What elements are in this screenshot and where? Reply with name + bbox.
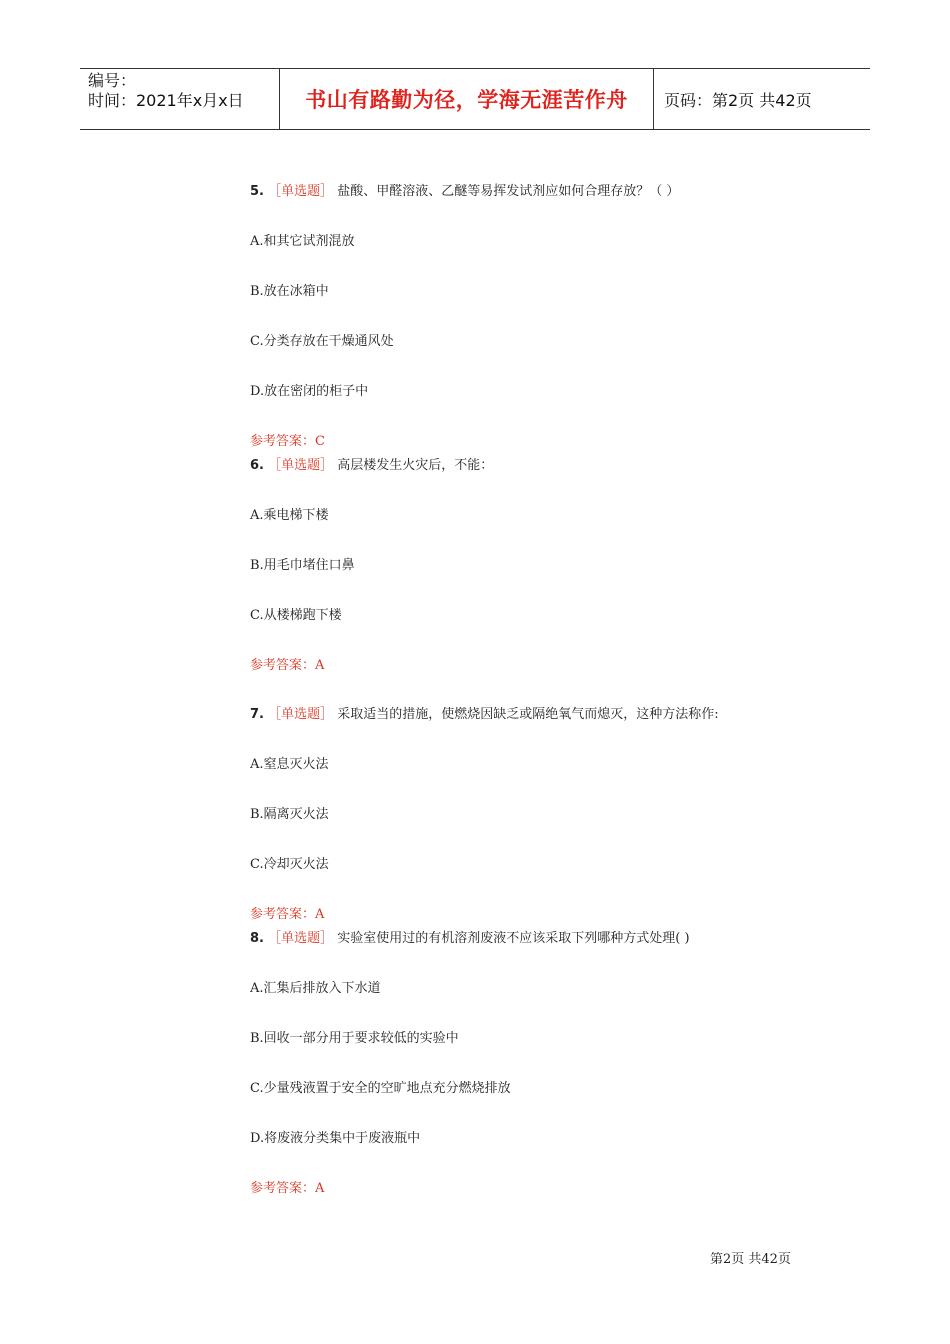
option: B.放在冰箱中 <box>250 284 329 299</box>
question-7 <box>250 705 719 725</box>
option: B.用毛巾堵住口鼻 <box>250 558 355 573</box>
option: A.和其它试剂混放 <box>250 234 355 249</box>
option: A.乘电梯下楼 <box>250 508 329 523</box>
header-meta <box>80 69 280 129</box>
answer: 参考答案：A <box>250 658 325 673</box>
answer: 参考答案：A <box>250 907 325 922</box>
question-type-tag: ［单选题］ <box>268 707 334 722</box>
question-type-tag: ［单选题］ <box>268 931 334 946</box>
option: D.放在密闭的柜子中 <box>250 384 369 399</box>
answer: 参考答案：C <box>250 434 325 449</box>
question-6 <box>250 456 493 476</box>
question-5 <box>250 182 679 202</box>
option: C.冷却灭火法 <box>250 857 329 872</box>
option: C.分类存放在干燥通风处 <box>250 334 394 349</box>
question-number: 5. <box>250 184 264 199</box>
option: A.汇集后排放入下水道 <box>250 981 381 996</box>
option: B.回收一部分用于要求较低的实验中 <box>250 1031 459 1046</box>
answer: 参考答案：A <box>250 1181 325 1196</box>
question-8 <box>250 929 690 949</box>
time-label: 时间：2021年x月x日 <box>88 91 244 110</box>
question-type-tag: ［单选题］ <box>268 184 334 199</box>
question-number: 7. <box>250 707 264 722</box>
question-number: 8. <box>250 931 264 946</box>
question-text: 盐酸、甲醛溶液、乙醚等易挥发试剂应如何合理存放？（ ） <box>337 184 680 199</box>
question-number: 6. <box>250 458 264 473</box>
option: A.窒息灭火法 <box>250 757 329 772</box>
number-label: 编号： <box>88 71 137 90</box>
question-type-tag: ［单选题］ <box>268 458 334 473</box>
option: B.隔离灭火法 <box>250 807 329 822</box>
option: C.从楼梯跑下楼 <box>250 608 342 623</box>
page-footer: 第2页 共42页 <box>710 1252 791 1267</box>
page-header <box>80 68 870 130</box>
question-text: 实验室使用过的有机溶剂废液不应该采取下列哪种方式处理( ) <box>337 931 690 946</box>
header-motto: 书山有路勤为径，学海无涯苦作舟 <box>280 69 654 129</box>
question-text: 高层楼发生火灾后，不能： <box>337 458 494 473</box>
question-text: 采取适当的措施，使燃烧因缺乏或隔绝氧气而熄灭，这种方法称作: <box>337 707 719 722</box>
option: D.将废液分类集中于废液瓶中 <box>250 1131 421 1146</box>
option: C.少量残液置于安全的空旷地点充分燃烧排放 <box>250 1081 511 1096</box>
header-page-info: 页码：第2页 共42页 <box>664 90 812 110</box>
